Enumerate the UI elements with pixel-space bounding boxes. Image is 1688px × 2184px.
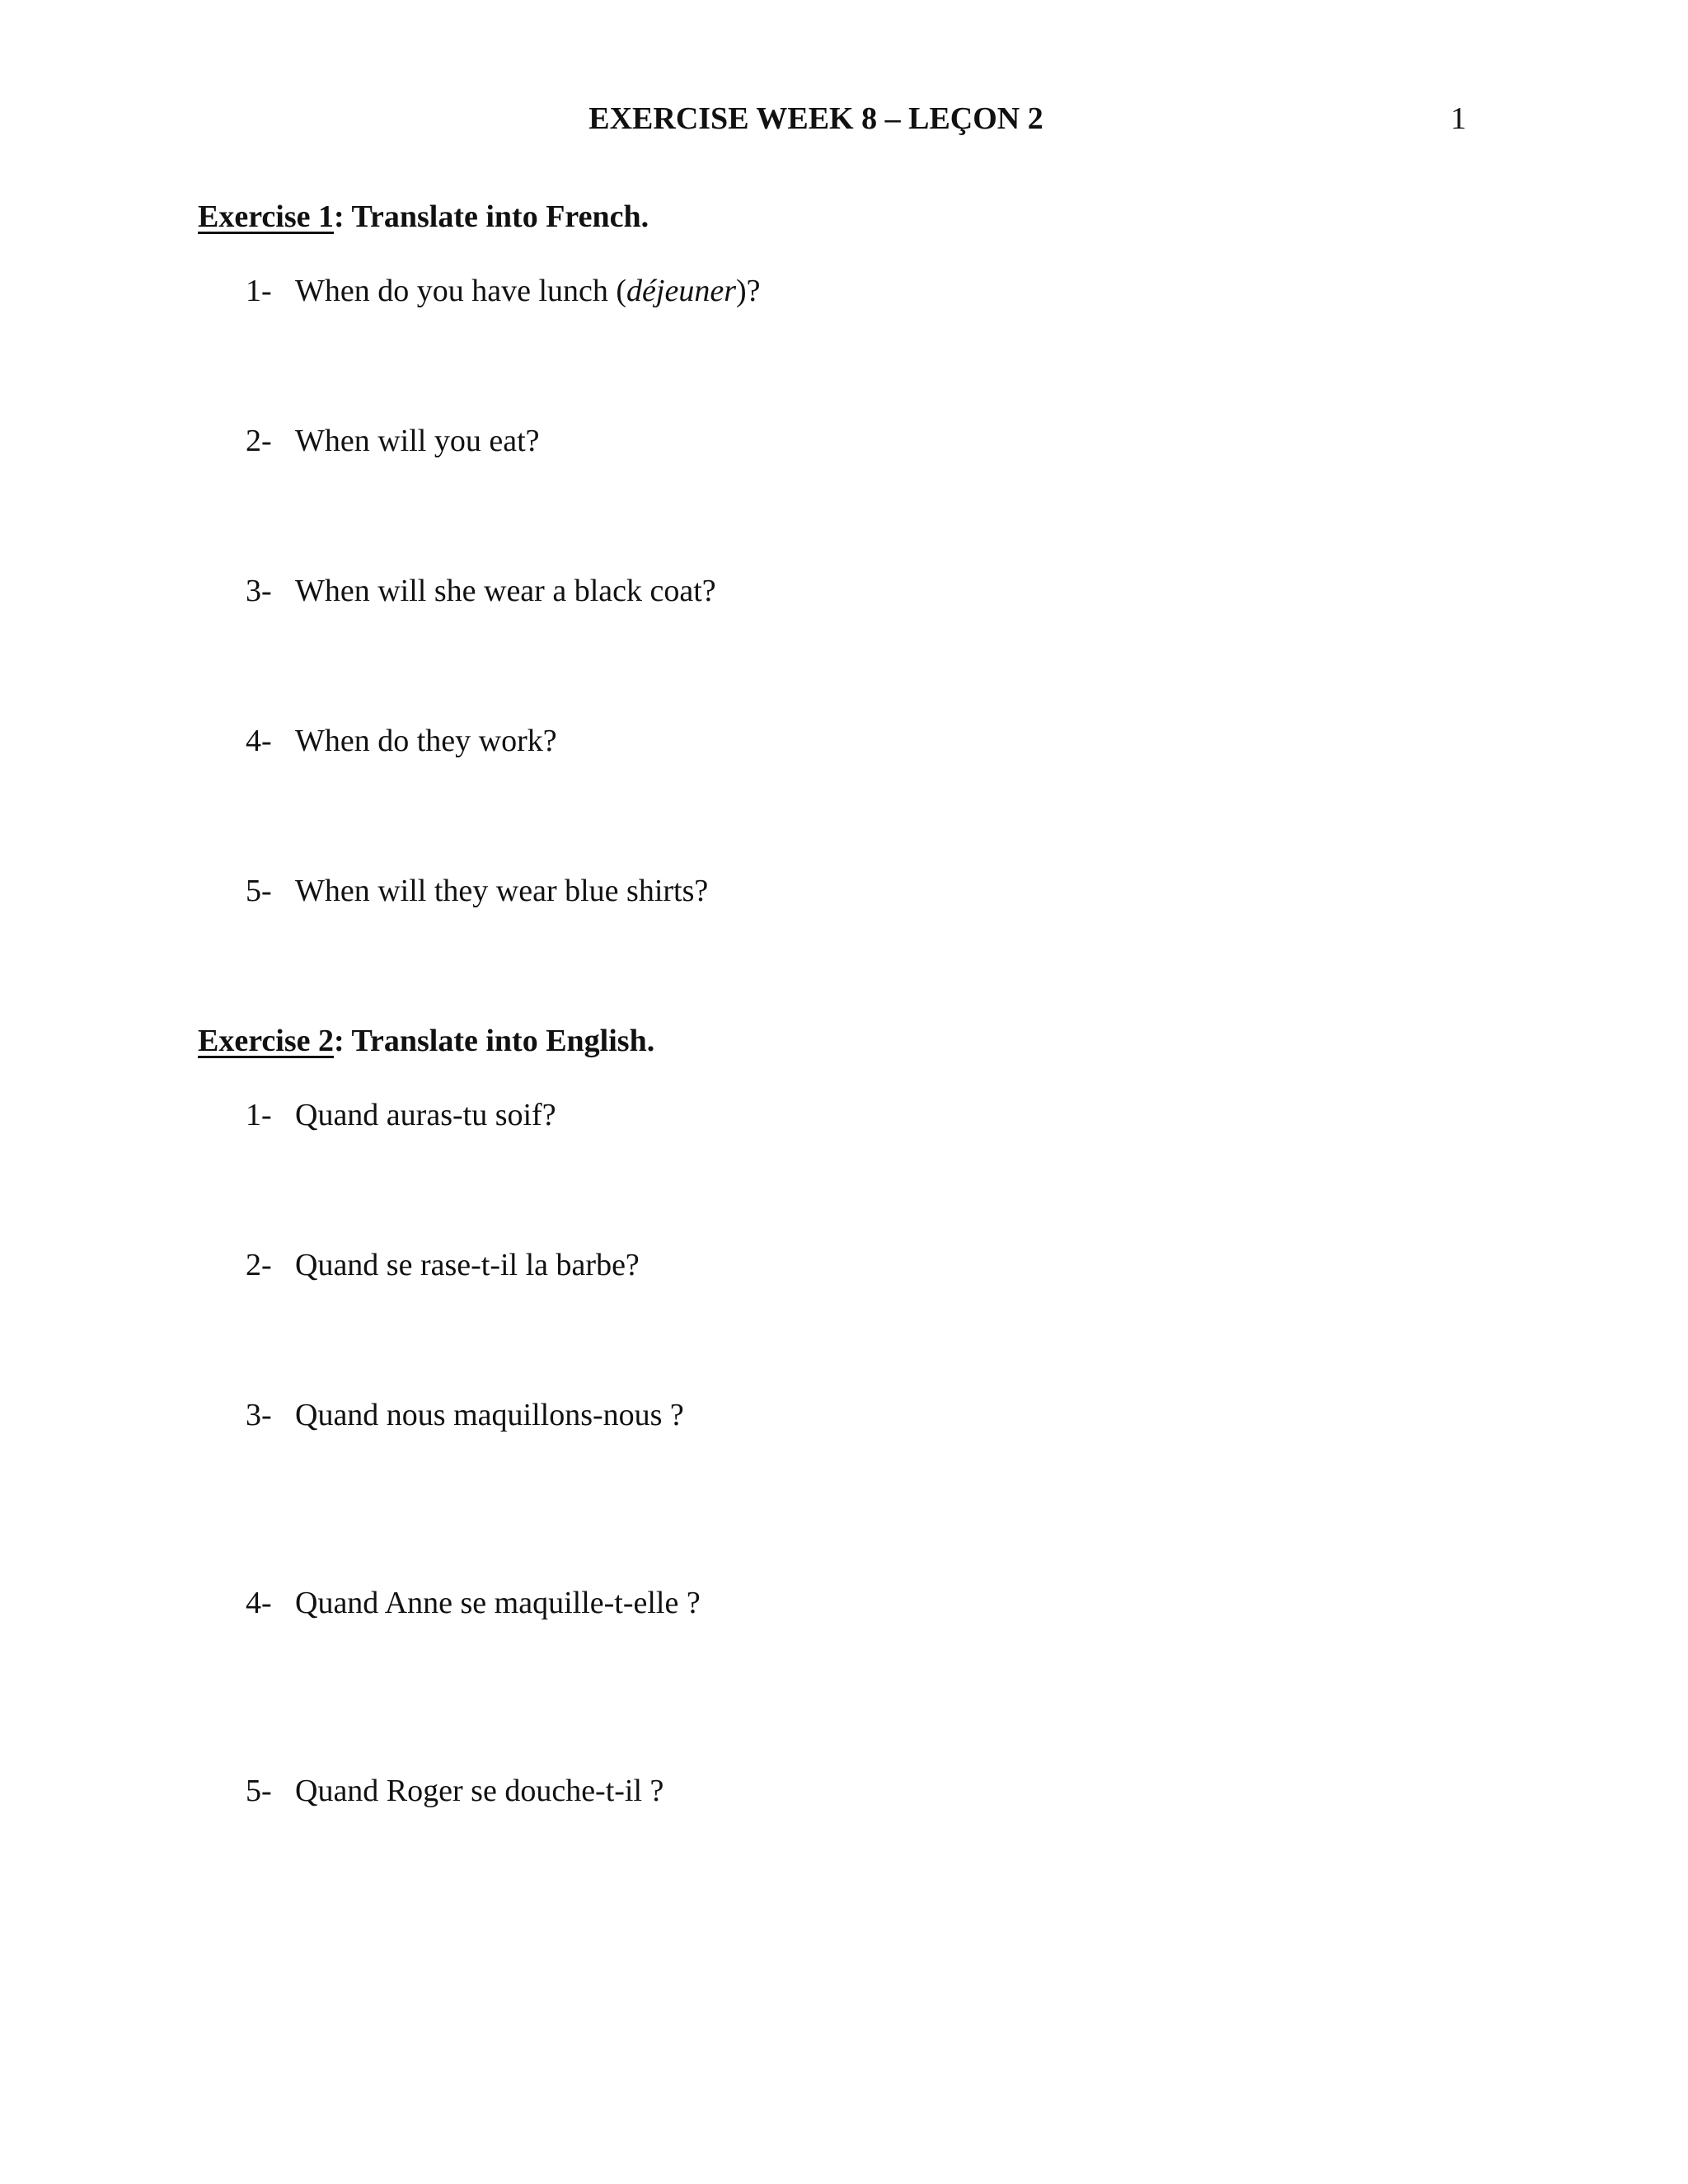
exercise-1-item-4 — [246, 718, 557, 764]
item-text-before: When do you have lunch ( — [295, 274, 627, 308]
item-number: 4- — [246, 724, 272, 758]
exercise-1-item-3 — [246, 568, 716, 614]
exercise-1-item-1 — [246, 268, 761, 314]
item-number: 5- — [246, 874, 272, 908]
item-number: 1- — [246, 274, 272, 308]
exercise-2-instruction: : Translate into English. — [333, 1024, 655, 1058]
item-number: 4- — [246, 1586, 272, 1620]
page-number: 1 — [1451, 101, 1466, 136]
item-text: When do they work? — [295, 724, 557, 758]
exercise-1-instruction: : Translate into French. — [333, 199, 649, 234]
exercise-1-item-5 — [246, 868, 708, 914]
item-text: When will she wear a black coat? — [295, 574, 716, 608]
exercise-2-item-1 — [246, 1092, 556, 1138]
item-text-after: )? — [736, 274, 761, 308]
exercise-2-item-5 — [246, 1768, 663, 1814]
item-text: Quand Roger se douche-t-il ? — [295, 1774, 664, 1808]
exercise-2-heading — [198, 1018, 654, 1064]
item-number: 1- — [246, 1098, 272, 1132]
item-number: 5- — [246, 1774, 272, 1808]
exercise-2-label: Exercise 2 — [198, 1024, 334, 1058]
item-number: 3- — [246, 1398, 272, 1432]
exercise-1-label: Exercise 1 — [198, 199, 334, 234]
item-text: Quand auras-tu soif? — [295, 1098, 556, 1132]
item-number: 2- — [246, 1248, 272, 1282]
item-text: Quand Anne se maquille-t-elle ? — [295, 1586, 701, 1620]
item-number: 2- — [246, 424, 272, 458]
item-number: 3- — [246, 574, 272, 608]
exercise-2-item-2 — [246, 1242, 640, 1288]
exercise-1-item-2 — [246, 418, 540, 464]
item-text: When will you eat? — [295, 424, 540, 458]
exercise-2-item-4 — [246, 1580, 701, 1626]
exercise-2-item-3 — [246, 1392, 684, 1438]
exercise-1-heading — [198, 194, 649, 240]
item-text: When will they wear blue shirts? — [295, 874, 709, 908]
item-text: Quand se rase-t-il la barbe? — [295, 1248, 640, 1282]
page-title: EXERCISE WEEK 8 – LEÇON 2 — [588, 101, 1043, 136]
item-text-italic: déjeuner — [626, 274, 736, 308]
item-text: Quand nous maquillons-nous ? — [295, 1398, 684, 1432]
